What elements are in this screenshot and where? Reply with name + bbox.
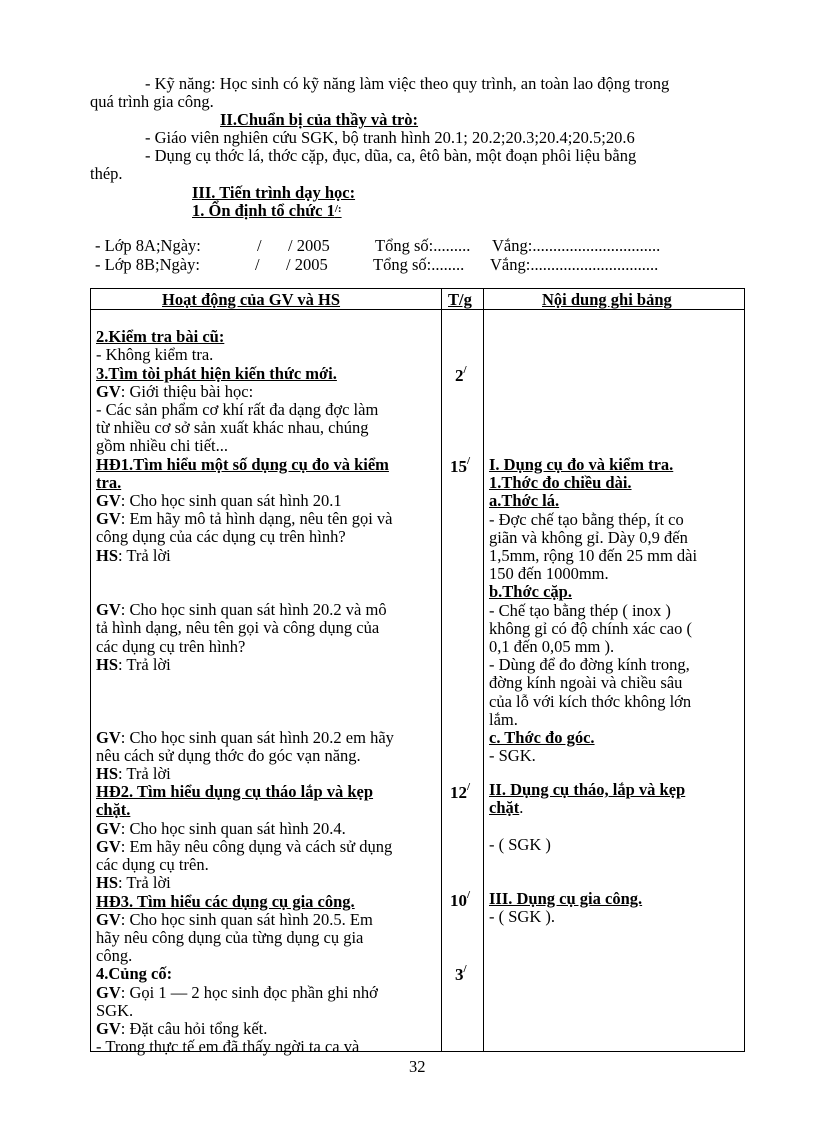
content-text: đờng kính ngoài và chiều sâu	[489, 673, 683, 693]
activity-text: : Trả lời	[118, 764, 171, 784]
content-text: - ( SGK )	[489, 834, 551, 854]
activity-column	[96, 310, 436, 1056]
header-activity: Hoạt động của GV và HS	[162, 290, 341, 309]
activity-line	[96, 310, 436, 328]
process-heading: III. Tiến trình dạy học:	[192, 183, 356, 202]
content-tail: .	[519, 798, 524, 818]
content-text: - SGK.	[489, 746, 536, 766]
activity-line	[96, 1020, 436, 1038]
content-line	[489, 890, 741, 908]
column-divider	[441, 288, 442, 1052]
content-text: a.Thớc lá.	[489, 491, 560, 511]
activity-line: tra.	[96, 472, 122, 492]
activity-line	[96, 601, 436, 619]
activity-text: : Trả lời	[118, 654, 171, 674]
class-year: / 2005	[286, 255, 328, 274]
activity-line: 2.Kiểm tra bài cũ:	[96, 327, 225, 347]
activity-line: - Các sản phẩm cơ khí rất đa dạng đợc làm	[96, 400, 379, 420]
class-year: / 2005	[288, 236, 330, 255]
class-absent: Vắng:...............................	[490, 255, 659, 274]
activity-line: hãy nêu công dụng của từng dụng cụ gia	[96, 927, 364, 947]
prep-tools-line-2: thép.	[90, 164, 123, 183]
activity-line	[96, 656, 436, 674]
content-text: - Chế tạo bằng thép ( inox )	[489, 600, 671, 620]
speaker-label: HS	[96, 654, 119, 674]
activity-text: : Cho học sinh quan sát hình 20.4.	[120, 818, 346, 838]
activity-text: : Em hãy mô tả hình dạng, nêu tên gọi và	[120, 509, 393, 529]
time-value: 15/	[450, 455, 471, 476]
activity-line: tả hình dạng, nêu tên gọi và công dụng của	[96, 618, 380, 638]
activity-text: : Em hãy nêu công dụng và cách sử dụng	[120, 836, 393, 856]
activity-line	[96, 492, 436, 510]
content-line	[489, 729, 741, 747]
content-line	[489, 638, 741, 656]
speaker-label: HS	[96, 873, 119, 893]
activity-line: gồm nhiều chi tiết...	[96, 436, 228, 456]
activity-line: 4.Củng cố:	[96, 964, 173, 984]
activity-line: từ nhiều cơ sở sản xuất khác nhau, chúng	[96, 418, 369, 438]
content-text: 0,1 đến 0,05 mm ).	[489, 637, 615, 657]
activity-text: : Cho học sinh quan sát hình 20.1	[120, 491, 342, 511]
content-line	[489, 836, 741, 854]
speaker-label: GV	[96, 836, 121, 856]
activity-line	[96, 547, 436, 565]
activity-line	[96, 583, 436, 601]
content-line	[489, 602, 741, 620]
content-text: b.Thớc cặp.	[489, 582, 572, 602]
content-line	[489, 781, 741, 799]
class-day-slash: /	[257, 236, 262, 255]
class-day-slash: /	[255, 255, 260, 274]
time-value: 2/	[455, 364, 467, 385]
time-value: 10/	[450, 889, 471, 910]
activity-line	[96, 510, 436, 528]
activity-text: : Gọi 1 — 2 học sinh đọc phần ghi nhớ	[120, 982, 378, 1002]
activity-line	[96, 674, 436, 692]
content-text: - Đợc chế tạo bằng thép, ít co	[489, 509, 684, 529]
activity-line	[96, 984, 436, 1002]
speaker-label: GV	[96, 909, 121, 929]
content-line	[489, 693, 741, 711]
content-line	[489, 529, 741, 547]
content-text: 150 đến 1000mm.	[489, 564, 609, 584]
content-line	[489, 799, 741, 817]
prep-heading: II.Chuẩn bị của thầy và trò:	[220, 110, 419, 129]
activity-line: nêu cách sử dụng thớc đo góc vạn năng.	[96, 745, 361, 765]
column-divider	[483, 288, 484, 1052]
activity-line: - Không kiểm tra.	[96, 345, 214, 365]
content-block-assembly	[489, 781, 741, 854]
class-absent: Vắng:...............................	[492, 236, 661, 255]
content-text: lắm.	[489, 709, 518, 729]
activity-line: - Trong thực tế em đã thấy ngời ta ca và	[96, 1037, 360, 1057]
activity-text: : Đặt câu hỏi tổng kết.	[120, 1018, 268, 1038]
activity-line: HĐ2. Tìm hiểu dụng cụ tháo lắp và kẹp	[96, 782, 374, 802]
content-text: I. Dụng cụ đo và kiểm tra.	[489, 455, 674, 474]
activity-line: HĐ3. Tìm hiểu các dụng cụ gia công.	[96, 891, 355, 911]
activity-line: SGK.	[96, 1000, 134, 1020]
content-line	[489, 492, 741, 510]
activity-text: : Cho học sinh quan sát hình 20.2 em hãy	[120, 727, 394, 747]
activity-line	[96, 710, 436, 728]
speaker-label: GV	[96, 818, 121, 838]
speaker-label: GV	[96, 381, 121, 401]
speaker-label: GV	[96, 509, 121, 529]
header-time: T/g	[448, 290, 472, 309]
prep-teacher: - Giáo viên nghiên cứu SGK, bộ tranh hình 20.1; 20.2;20.3;20.4;20.5;20.6	[145, 128, 635, 147]
content-text: - ( SGK ).	[489, 907, 555, 927]
activity-text: : Cho học sinh quan sát hình 20.5. Em	[120, 909, 373, 929]
content-text: 1.Thớc đo chiều dài.	[489, 473, 632, 493]
content-text	[489, 816, 493, 835]
class-total: Tổng số:........	[373, 255, 465, 274]
activity-line: chặt.	[96, 800, 131, 820]
prep-tools-line-1: - Dụng cụ thớc lá, thớc cặp, đục, dũa, ca, êtô bàn, một đoạn phôi liệu bằng	[145, 146, 637, 165]
skill-line-2: quá trình gia công.	[90, 92, 214, 111]
content-line	[489, 583, 741, 601]
content-text: II. Dụng cụ tháo, lắp và kẹp	[489, 780, 686, 799]
activity-line: 3.Tìm tòi phát hiện kiến thức mới.	[96, 363, 337, 383]
content-text: chặt	[489, 798, 520, 818]
content-block-measuring	[489, 456, 741, 765]
content-line	[489, 620, 741, 638]
class-label: - Lớp 8B;Ngày:	[95, 255, 200, 274]
activity-text: : Trả lời	[118, 873, 171, 893]
content-line	[489, 711, 741, 729]
speaker-label: GV	[96, 600, 121, 620]
content-text: giãn và không gỉ. Dày 0,9 đến	[489, 527, 688, 547]
speaker-label: GV	[96, 727, 121, 747]
activity-line	[96, 820, 436, 838]
content-line	[489, 565, 741, 583]
activity-line	[96, 729, 436, 747]
speaker-label: GV	[96, 491, 121, 511]
activity-line: các dụng cụ trên.	[96, 855, 209, 875]
content-line	[489, 817, 741, 835]
content-line	[489, 511, 741, 529]
content-line	[489, 656, 741, 674]
skill-line-1: - Kỹ năng: Học sinh có kỹ năng làm việc theo quy trình, an toàn lao động trong	[145, 74, 670, 93]
page-number: 32	[409, 1057, 426, 1076]
time-value: 12/	[450, 781, 471, 802]
content-block-machining	[489, 890, 741, 926]
speaker-label: GV	[96, 982, 121, 1002]
activity-line	[96, 692, 436, 710]
activity-text: : Cho học sinh quan sát hình 20.2 và mô	[120, 600, 387, 620]
content-text: c. Thớc đo góc.	[489, 728, 595, 748]
content-line	[489, 908, 741, 926]
org-heading: 1. Ổn định tổ chức 1/:	[192, 201, 342, 220]
content-line	[489, 474, 741, 492]
content-line	[489, 456, 741, 474]
content-text: III. Dụng cụ gia công.	[489, 889, 643, 908]
activity-line	[96, 874, 436, 892]
activity-text: : Giới thiệu bài học:	[120, 381, 254, 401]
activity-line: công dụng của các dụng cụ trên hình?	[96, 527, 346, 547]
content-text: - Dùng để đo đờng kính trong,	[489, 655, 690, 675]
content-text: 1,5mm, rộng 10 đến 25 mm dài	[489, 546, 698, 566]
content-line	[489, 674, 741, 692]
speaker-label: HS	[96, 545, 119, 565]
content-line	[489, 747, 741, 765]
activity-line	[96, 383, 436, 401]
activity-line	[96, 565, 436, 583]
speaker-label: GV	[96, 1018, 121, 1038]
content-text: không gỉ có độ chính xác cao (	[489, 618, 692, 638]
activity-line: công.	[96, 946, 133, 966]
content-line	[489, 547, 741, 565]
class-label: - Lớp 8A;Ngày:	[95, 236, 201, 255]
time-value: 3/	[455, 963, 467, 984]
activity-line: HĐ1.Tìm hiểu một số dụng cụ đo và kiểm	[96, 454, 389, 474]
activity-line	[96, 838, 436, 856]
activity-line: các dụng cụ trên hình?	[96, 636, 246, 656]
class-total: Tổng số:.........	[375, 236, 471, 255]
content-text: của lỗ với kích thớc không lớn	[489, 691, 692, 711]
speaker-label: HS	[96, 764, 119, 784]
activity-line	[96, 911, 436, 929]
header-content: Nội dung ghi bảng	[542, 290, 672, 309]
activity-line	[96, 765, 436, 783]
activity-text: : Trả lời	[118, 545, 171, 565]
